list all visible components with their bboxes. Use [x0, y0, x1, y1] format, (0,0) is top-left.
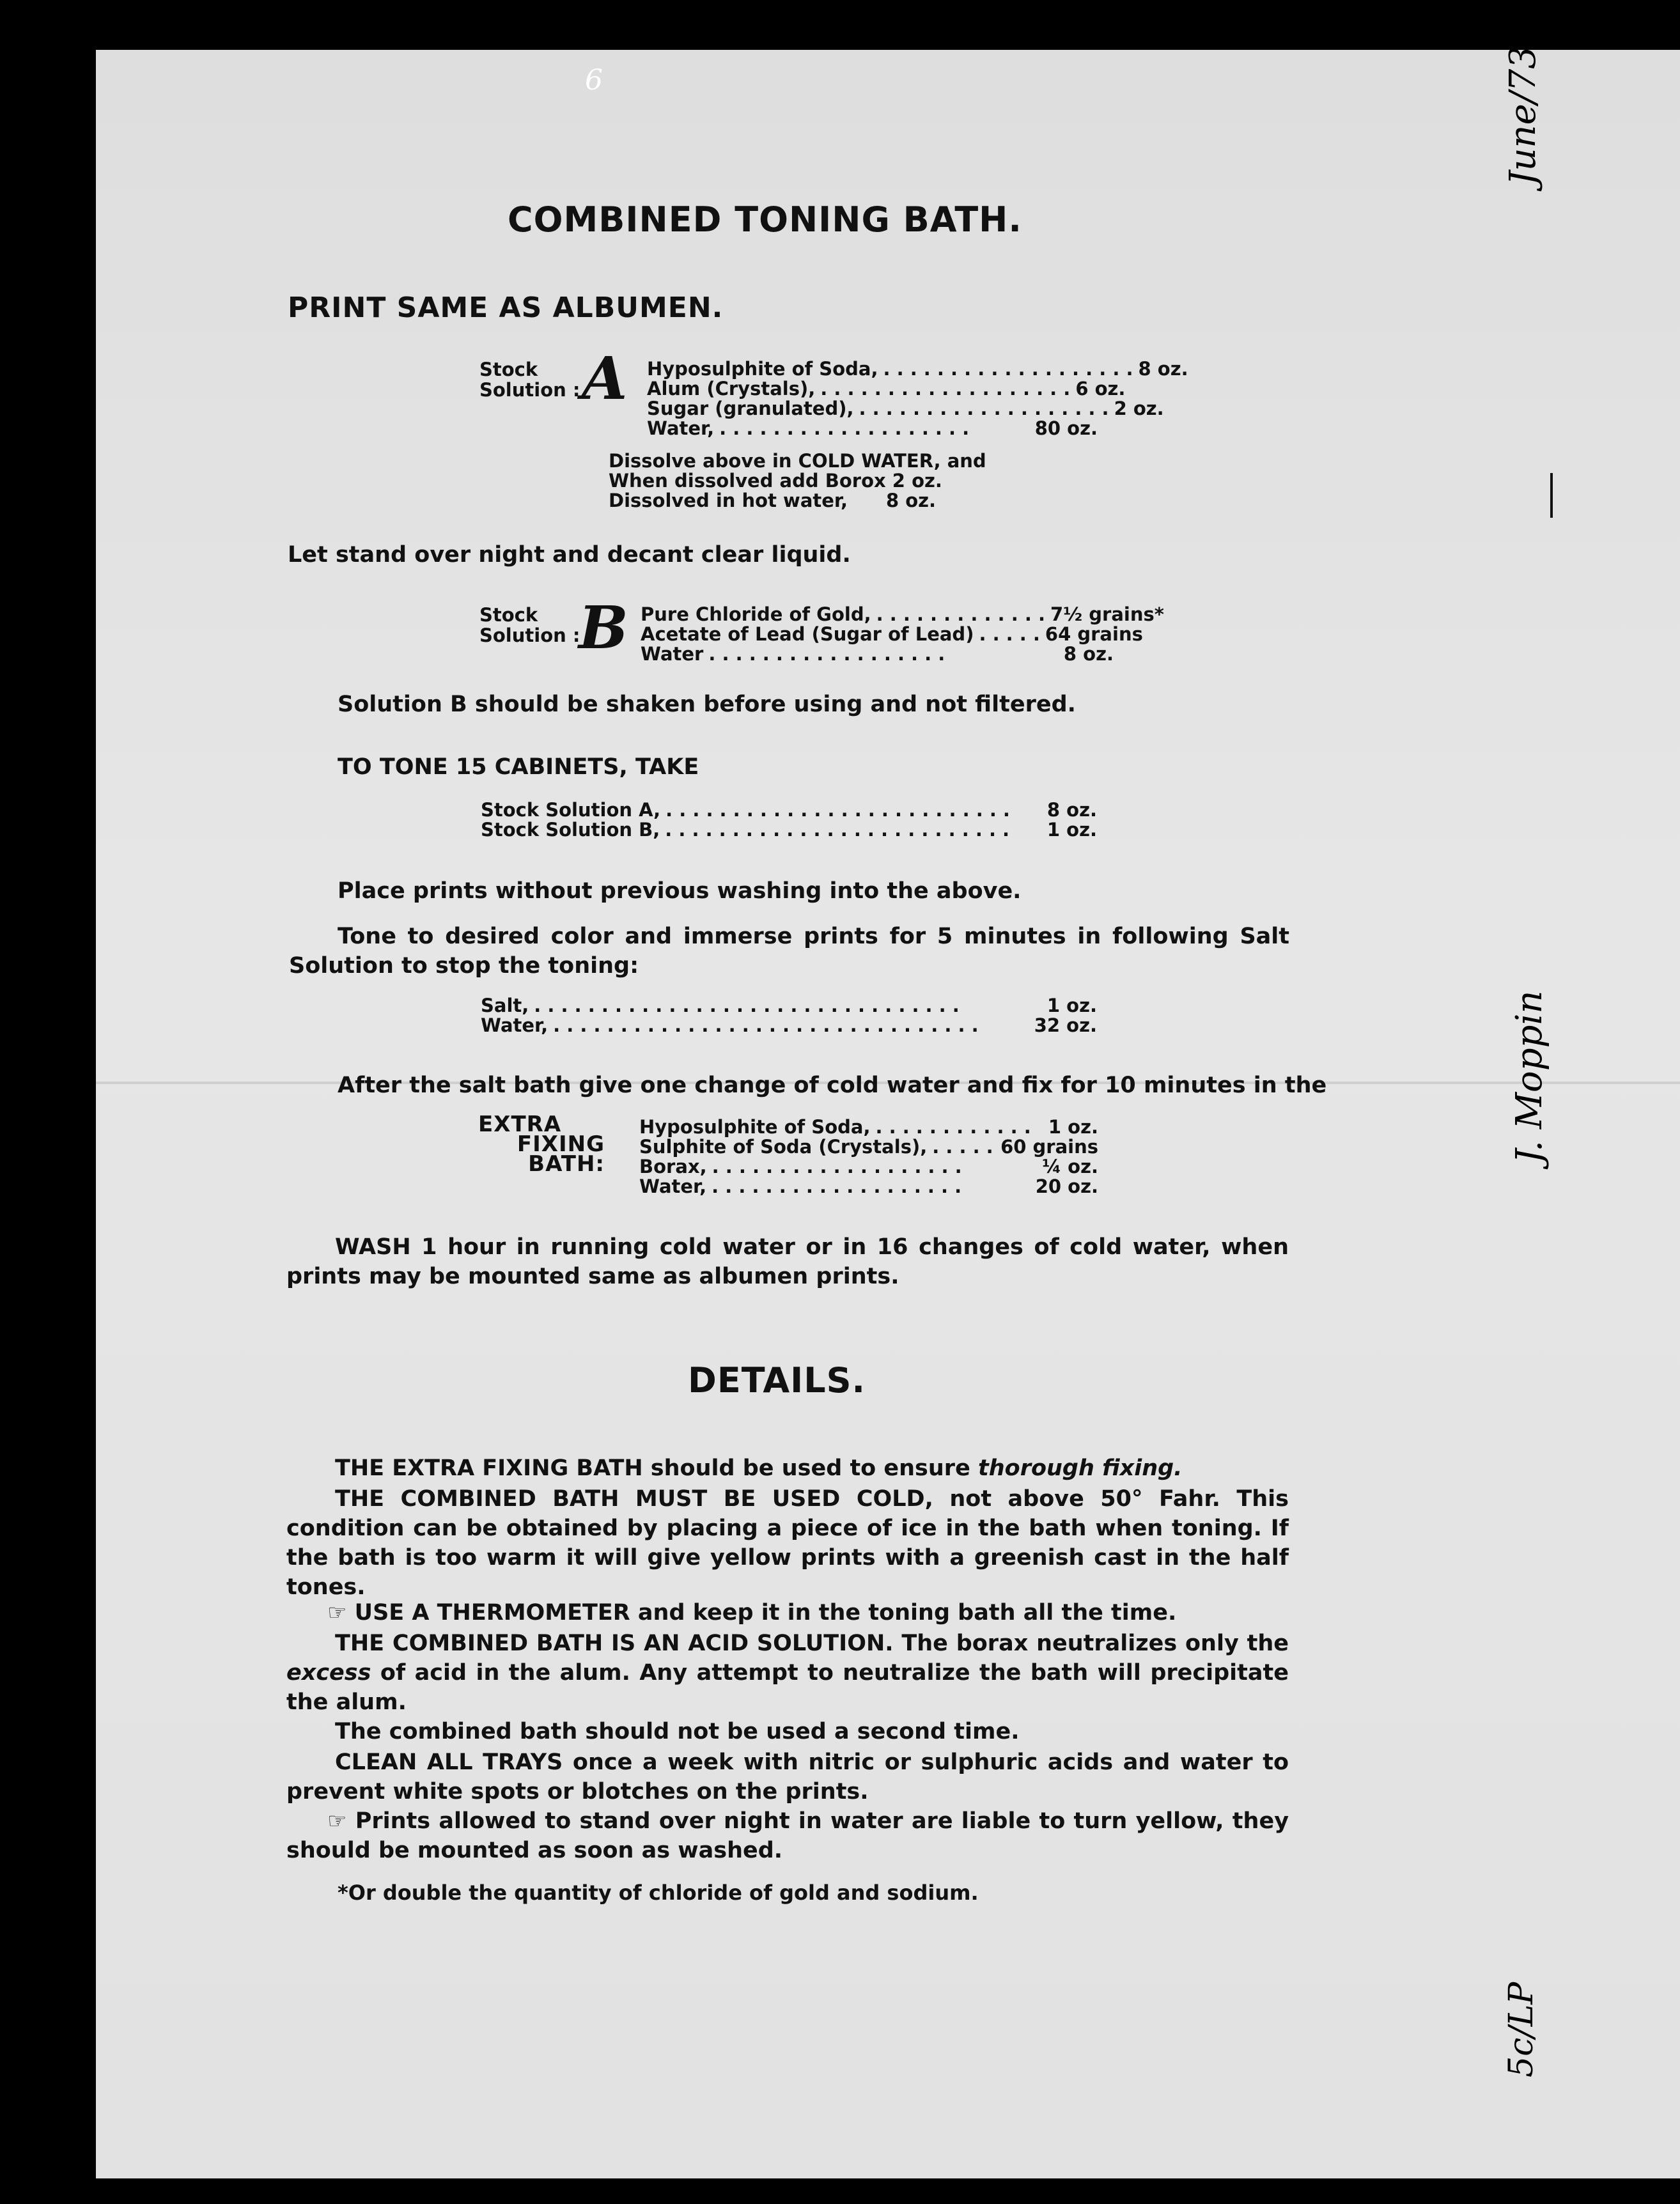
- after-salt-line: After the salt bath give one change of cold water and fix for 10 minutes in the: [338, 1073, 1327, 1098]
- stock-b-table: [641, 603, 1164, 665]
- salt-table: [481, 996, 1097, 1036]
- table-row: Water . . . . . . . . . . . . . . . . . . 8 oz.: [641, 643, 1114, 665]
- table-row: Sulphite of Soda (Crystals), . . . . . 60 grains: [639, 1136, 1098, 1158]
- place-prints: Place prints without previous washing into the above.: [338, 878, 1022, 904]
- tone-table: [481, 800, 1097, 840]
- tone-desired-paragraph: Tone to desired color and immerse prints for 5 minutes in following Salt Solution to stop the toning:: [289, 924, 1289, 979]
- details-p7: ☞ Prints allowed to stand over night in water are liable to turn yellow, they should be mounted as soon as washed.: [286, 1808, 1289, 1863]
- pointing-hand-icon: ☞: [327, 1808, 347, 1834]
- table-row: Water, . . . . . . . . . . . . . . . . . . . 80 oz.: [647, 417, 1098, 439]
- extra-fixing-table: [639, 1117, 1098, 1197]
- table-row: Pure Chloride of Gold, . . . . . . . . . . . . . 7½ grains*: [641, 603, 1164, 625]
- stock-b-letter: B: [579, 593, 628, 662]
- table-row: Water, . . . . . . . . . . . . . . . . . . . 20 oz.: [639, 1176, 1098, 1197]
- handwritten-mark: 6: [585, 64, 603, 97]
- to-tone-heading: TO TONE 15 CABINETS, TAKE: [338, 754, 699, 780]
- wash-paragraph: WASH 1 hour in running cold water or in 16 changes of cold water, when prints may be mounted same as albumen prints.: [286, 1234, 1289, 1289]
- details-p2: THE COMBINED BATH MUST BE USED COLD, not above 50° Fahr. This condition can be obtained by placing a piece of ice in the bath when toning. If the bath is too warm it will give yellow prints with a greenish cast in the half tones.: [286, 1486, 1289, 1600]
- table-row: Hyposulphite of Soda, . . . . . . . . . . . . . . . . . . . 8 oz.: [647, 358, 1188, 380]
- details-p1: THE EXTRA FIXING BATH should be used to ensure thorough fixing.: [335, 1455, 1183, 1481]
- subtitle: PRINT SAME AS ALBUMEN.: [288, 291, 724, 324]
- stock-a-notes: Dissolve above in COLD WATER, and When dissolved add Borox 2 oz. Dissolved in hot water, 8 oz.: [609, 450, 986, 511]
- table-row: Sugar (granulated), . . . . . . . . . . . . . . . . . . . 2 oz.: [647, 398, 1164, 419]
- stock-a-letter: A: [582, 344, 628, 413]
- details-title: DETAILS.: [688, 1360, 866, 1401]
- table-row: Stock Solution B, . . . . . . . . . . . . . . . . . . . . . . . . . . 1 oz.: [481, 819, 1097, 841]
- pointing-hand-icon: ☞: [327, 1600, 347, 1626]
- details-p6: CLEAN ALL TRAYS once a week with nitric or sulphuric acids and water to prevent white spots or blotches on the prints.: [286, 1750, 1289, 1804]
- table-row: Borax, . . . . . . . . . . . . . . . . . . . ¼ oz.: [639, 1156, 1098, 1177]
- table-row: Water, . . . . . . . . . . . . . . . . . . . . . . . . . . . . . . . . 32 oz.: [481, 1014, 1097, 1036]
- details-p3: ☞ USE A THERMOMETER and keep it in the toning bath all the time.: [327, 1600, 1177, 1626]
- table-row: Alum (Crystals), . . . . . . . . . . . . . . . . . . . 6 oz.: [647, 378, 1126, 400]
- stock-a-label: Stock Solution :: [479, 359, 580, 401]
- table-row: Acetate of Lead (Sugar of Lead) . . . . . 64 grains: [641, 623, 1143, 645]
- shake-note: Solution B should be shaken before using and not filtered.: [338, 692, 1076, 717]
- stock-b-label: Stock Solution :: [479, 604, 580, 646]
- footnote: *Or double the quantity of chloride of gold and sodium.: [338, 1881, 979, 1905]
- extra-fixing-label: EXTRA FIXING BATH:: [478, 1112, 605, 1177]
- details-p5: The combined bath should not be used a second time.: [335, 1719, 1020, 1744]
- table-row: Hyposulphite of Soda, . . . . . . . . . . . . 1 oz.: [639, 1116, 1098, 1138]
- handwritten-dash: [1550, 473, 1553, 518]
- handwritten-date: June/73: [1502, 46, 1544, 185]
- details-p4: THE COMBINED BATH IS AN ACID SOLUTION. The borax neutralizes only the excess of acid in the alum. Any attempt to neutralize the bath will precipitate the alum.: [286, 1631, 1289, 1715]
- let-stand-line: Let stand over night and decant clear liquid.: [288, 542, 851, 568]
- page-title: COMBINED TONING BATH.: [508, 199, 1022, 240]
- stock-a-table: [647, 358, 1188, 439]
- handwritten-signature: J. Moppin: [1509, 990, 1550, 1163]
- table-row: Stock Solution A, . . . . . . . . . . . . . . . . . . . . . . . . . . 8 oz.: [481, 799, 1097, 821]
- table-row: Salt, . . . . . . . . . . . . . . . . . . . . . . . . . . . . . . . . 1 oz.: [481, 995, 1097, 1016]
- handwritten-code: 5c/LP: [1502, 1982, 1541, 2077]
